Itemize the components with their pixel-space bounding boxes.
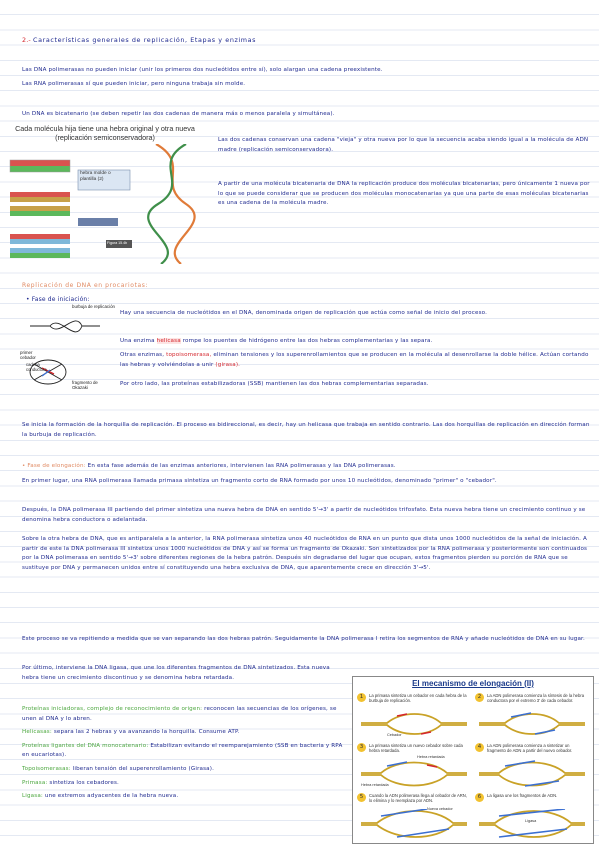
girasa-term: (girasa). — [215, 361, 241, 368]
elongation-text-3: Después, la DNA polimerasa III partiendo del primer sintetiza una nueva hebra de DNA en sentido 5'→3' a partir de nucleótidos trifosfato. Esta nueva hebra tiene un crecimiento continuo y se denomina hebra conductora o adelantada. — [22, 507, 586, 523]
section-title-text: Características generales de replicación, Etapas y enzimas — [33, 36, 257, 44]
summary-value: sintetiza los cebadores. — [49, 779, 119, 786]
figure-elongation — [352, 676, 594, 844]
ligase-annotation: Ligasa — [525, 819, 537, 823]
step-diagram — [475, 759, 589, 789]
helicasa-tail: rompe los puentes de hidrógeno entre las dos hebras complementarias y las separa. — [182, 338, 433, 344]
elongation-intro — [22, 462, 592, 472]
initiation-title-text: Fase de iniciación: — [31, 296, 90, 303]
parent-dna-strips — [10, 160, 70, 172]
summary-item — [22, 792, 347, 802]
double-helix — [148, 144, 194, 264]
enzyme-summary-list — [22, 705, 347, 802]
step-6 — [475, 793, 589, 841]
summary-key: Proteínas ligantes del DNA monocatenario: — [22, 742, 149, 749]
initiation-line-2 — [120, 337, 592, 347]
okazaki-label: fragmento de Okazaki — [72, 380, 98, 390]
summary-value: liberan tensión del superenrollamiento (Girasa). — [72, 765, 215, 772]
topo-tail: eliminan tensiones y los superenrollamientos que se producen en la molécula al desenrollarse la doble hélice. Actúan cortando las hebras y volviéndolas a unir — [120, 352, 589, 368]
step-5 — [357, 793, 471, 841]
initiation-line-3 — [120, 351, 592, 370]
lagging-annotation-2: Hebra retardada — [361, 783, 389, 787]
initiation-line-1: Hay una secuencia de nucleótidos en el DNA, denominada origen de replicación que actúa como señal de inicio del proceso. — [120, 310, 488, 316]
intro-line-1: Las DNA polimerasas no pueden iniciar (unir los primeros dos nucleótidos entre sí), solo alargan una cadena preexistente. — [22, 67, 383, 73]
step-1 — [357, 693, 471, 741]
initiation-phase-title: • Fase de iniciación: — [26, 296, 90, 303]
summary-item — [22, 779, 347, 789]
step-number: 1 — [357, 693, 366, 702]
step-text: La primasa sintetiza un nuevo cebador sobre cada hebra retardada. — [369, 743, 463, 753]
initiation-line-4: Por otro lado, las proteínas estabilizadoras (SSB) mantienen las dos hebras complementarias separadas. — [120, 381, 429, 387]
step-number: 2 — [475, 693, 484, 702]
elongation-title: • Fase de elongación: — [22, 463, 86, 469]
section-title — [22, 36, 442, 46]
step-3 — [357, 743, 471, 791]
step-number: 5 — [357, 793, 366, 802]
helicasa-lead: Una enzima — [120, 338, 155, 344]
summary-item — [22, 742, 347, 761]
figure-semiconservative-title: Cada molécula hija tiene una hebra original y otra nueva (replicación semiconservadora) — [15, 124, 195, 142]
summary-value: reconocen las secuencias de los orígenes, se unen al DNA y lo abren. — [22, 706, 337, 722]
summary-value: Estabilizan evitando el reemparejamiento (SSB en bacteria y RPA en eucariotas). — [22, 742, 343, 759]
new-primer-annotation: Nueva cebador — [427, 807, 453, 811]
intro-line-2: Las RNA polimerasas sí que pueden iniciar, pero ninguna trabaja sin molde. — [22, 81, 246, 87]
primer-annotation: Cebador — [387, 733, 402, 737]
bicatenary-products-paragraph: A partir de una molécula bicatenaria de DNA la replicación produce dos moléculas bicatenarias, pero únicamente 1 nueva por lo que se puede considerar que se producen dos moléculas monocatenarias ya que una parte de esas moléculas bicatenarias es una cadena de la molécula madre. — [218, 181, 590, 207]
step-2 — [475, 693, 589, 741]
prokaryote-heading: Replicación de DNA en procariotas: — [22, 282, 149, 289]
step-text: La ADN polimerasa comienza a sintetizar un fragmento de ADN a partir del nuevo cebador. — [487, 743, 573, 753]
replication-fork-paragraph: Se inicia la formación de la horquilla de replicación. El proceso es bidireccional, es decir, hay un helicasa que trabaja en sentido contrario. Las dos horquillas de replicación en dirección forman la burbuja de replicación. — [22, 422, 590, 438]
step-text: Cuando la ADN polimerasa llega al cebador de ARN, lo elimina y lo reemplaza por ADN. — [369, 793, 467, 803]
summary-item — [22, 705, 347, 724]
elongation-text-6: Por último, interviene la DNA ligasa, que une los diferentes fragmentos de DNA sintetizados. Esta nueva hebra tiene un crecimiento discontinuo y se denomina hebra retardada. — [22, 665, 330, 681]
step-text: La ADN polimerasa comienza la síntesis de la hebra conductora por el extremo 3' de cada cebador. — [487, 693, 585, 703]
figure-semiconservative — [6, 124, 206, 264]
summary-key: Proteínas iniciadoras, complejo de reconocimiento de origen: — [22, 706, 203, 712]
leading-strand-label: cadena conductora — [26, 362, 47, 372]
summary-item — [22, 765, 347, 775]
step-diagram — [357, 709, 471, 739]
step-number: 3 — [357, 743, 366, 752]
bubble-label: burbuja de replicación — [72, 304, 115, 309]
summary-key: Topoisomerasas: — [22, 765, 71, 772]
step-number: 6 — [475, 793, 484, 802]
primer-label: primer cebador — [20, 350, 36, 360]
bicatenario-note: Un DNA es bicatenario (se deben repetir las dos cadenas de manera más o menos paralela y simultánea). — [22, 111, 335, 117]
figure-elongation-title: El mecanismo de elongación (II) — [412, 679, 534, 688]
step-diagram — [475, 809, 589, 839]
elongation-text-2: En primer lugar, una RNA polimerasa llamada primasa sintetiza un fragmento corto de RNA formado por unos 10 nucleótidos, denominado "primer" o "cebador". — [22, 478, 497, 484]
lagging-annotation: Hebra retardada — [417, 755, 445, 759]
summary-value: une extremos adyacentes de la hebra nueva. — [44, 793, 179, 800]
summary-value: separa las 2 hebras y va avanzando la horquilla. Consume ATP. — [53, 729, 240, 736]
summary-key: Ligasa: — [22, 793, 43, 800]
template-strand-label: hebra molde o plantilla (2) — [80, 171, 111, 182]
elongation-text-4: Sobre la otra hebra de DNA, que es antiparalela a la anterior, la RNA polimerasa sintetiza unos 40 nucleótidos de RNA en un punto que dista unos 1000 nucleótidos de la señal de iniciación. A partir de este la DNA polimerasa III sintetiza unos 1000 nucleótidos de DNA y así se forma un fragmento de Okazaki. Son sintetizados por la RNA polimerasa y posteriormente son continuados por la DNA polimerasa en sentido 5'→3' sobre diferentes regiones de la hebra patrón. Después sin degradarse del lugar que ocupan, estos fragmentos pierden su porción de RNA que se sustituye por DNA y permanecen unidos entre sí constituyendo una hebra exclusiva de DNA, que aparentemente crece en dirección 3'→5'. — [22, 536, 588, 571]
step-text: La ligasa une los fragmentos de ADN. — [487, 793, 558, 798]
helicasa-term: helicasa — [156, 338, 181, 344]
replication-illustration — [6, 144, 206, 264]
semiconservative-paragraph: Las dos cadenas conservan una cadena "vieja" y otra nueva por lo que la secuencia acaba siendo igual a la molécula de ADN madre (replicación semiconservadora). — [218, 137, 589, 153]
topo-term: topoisomerasa, — [166, 352, 212, 358]
summary-key: Primasa: — [22, 779, 48, 786]
step-4 — [475, 743, 589, 791]
daughter-dna-top — [10, 192, 70, 216]
step-diagram — [357, 809, 471, 839]
topo-lead: Otras enzimas, — [120, 352, 165, 358]
figure-caption: Figura 15.4b — [107, 241, 128, 245]
elongation-title-text: Fase de elongación: — [27, 463, 86, 469]
summary-key: Helicasas: — [22, 729, 52, 736]
step-text: La primasa sintetiza un cebador en cada hebra de la burbuja de replicación. — [369, 693, 467, 703]
replication-bubble-diagram — [20, 304, 120, 404]
section-number: 2.- — [22, 36, 31, 44]
summary-item — [22, 728, 347, 738]
step-number: 4 — [475, 743, 484, 752]
daughter-dna-bottom — [10, 234, 70, 258]
elongation-text-1: En esta fase además de las enzimas anteriores, intervienen las RNA polimerasas y las DNA polimerasas. — [87, 463, 396, 469]
step-diagram — [475, 709, 589, 739]
elongation-text-5: Este proceso se va repitiendo a medida que se van separando las dos hebras patrón. Seguidamente la DNA polimerasa I retira los segmentos de RNA y añade nucleótidos de DNA en su lugar. — [22, 636, 585, 642]
